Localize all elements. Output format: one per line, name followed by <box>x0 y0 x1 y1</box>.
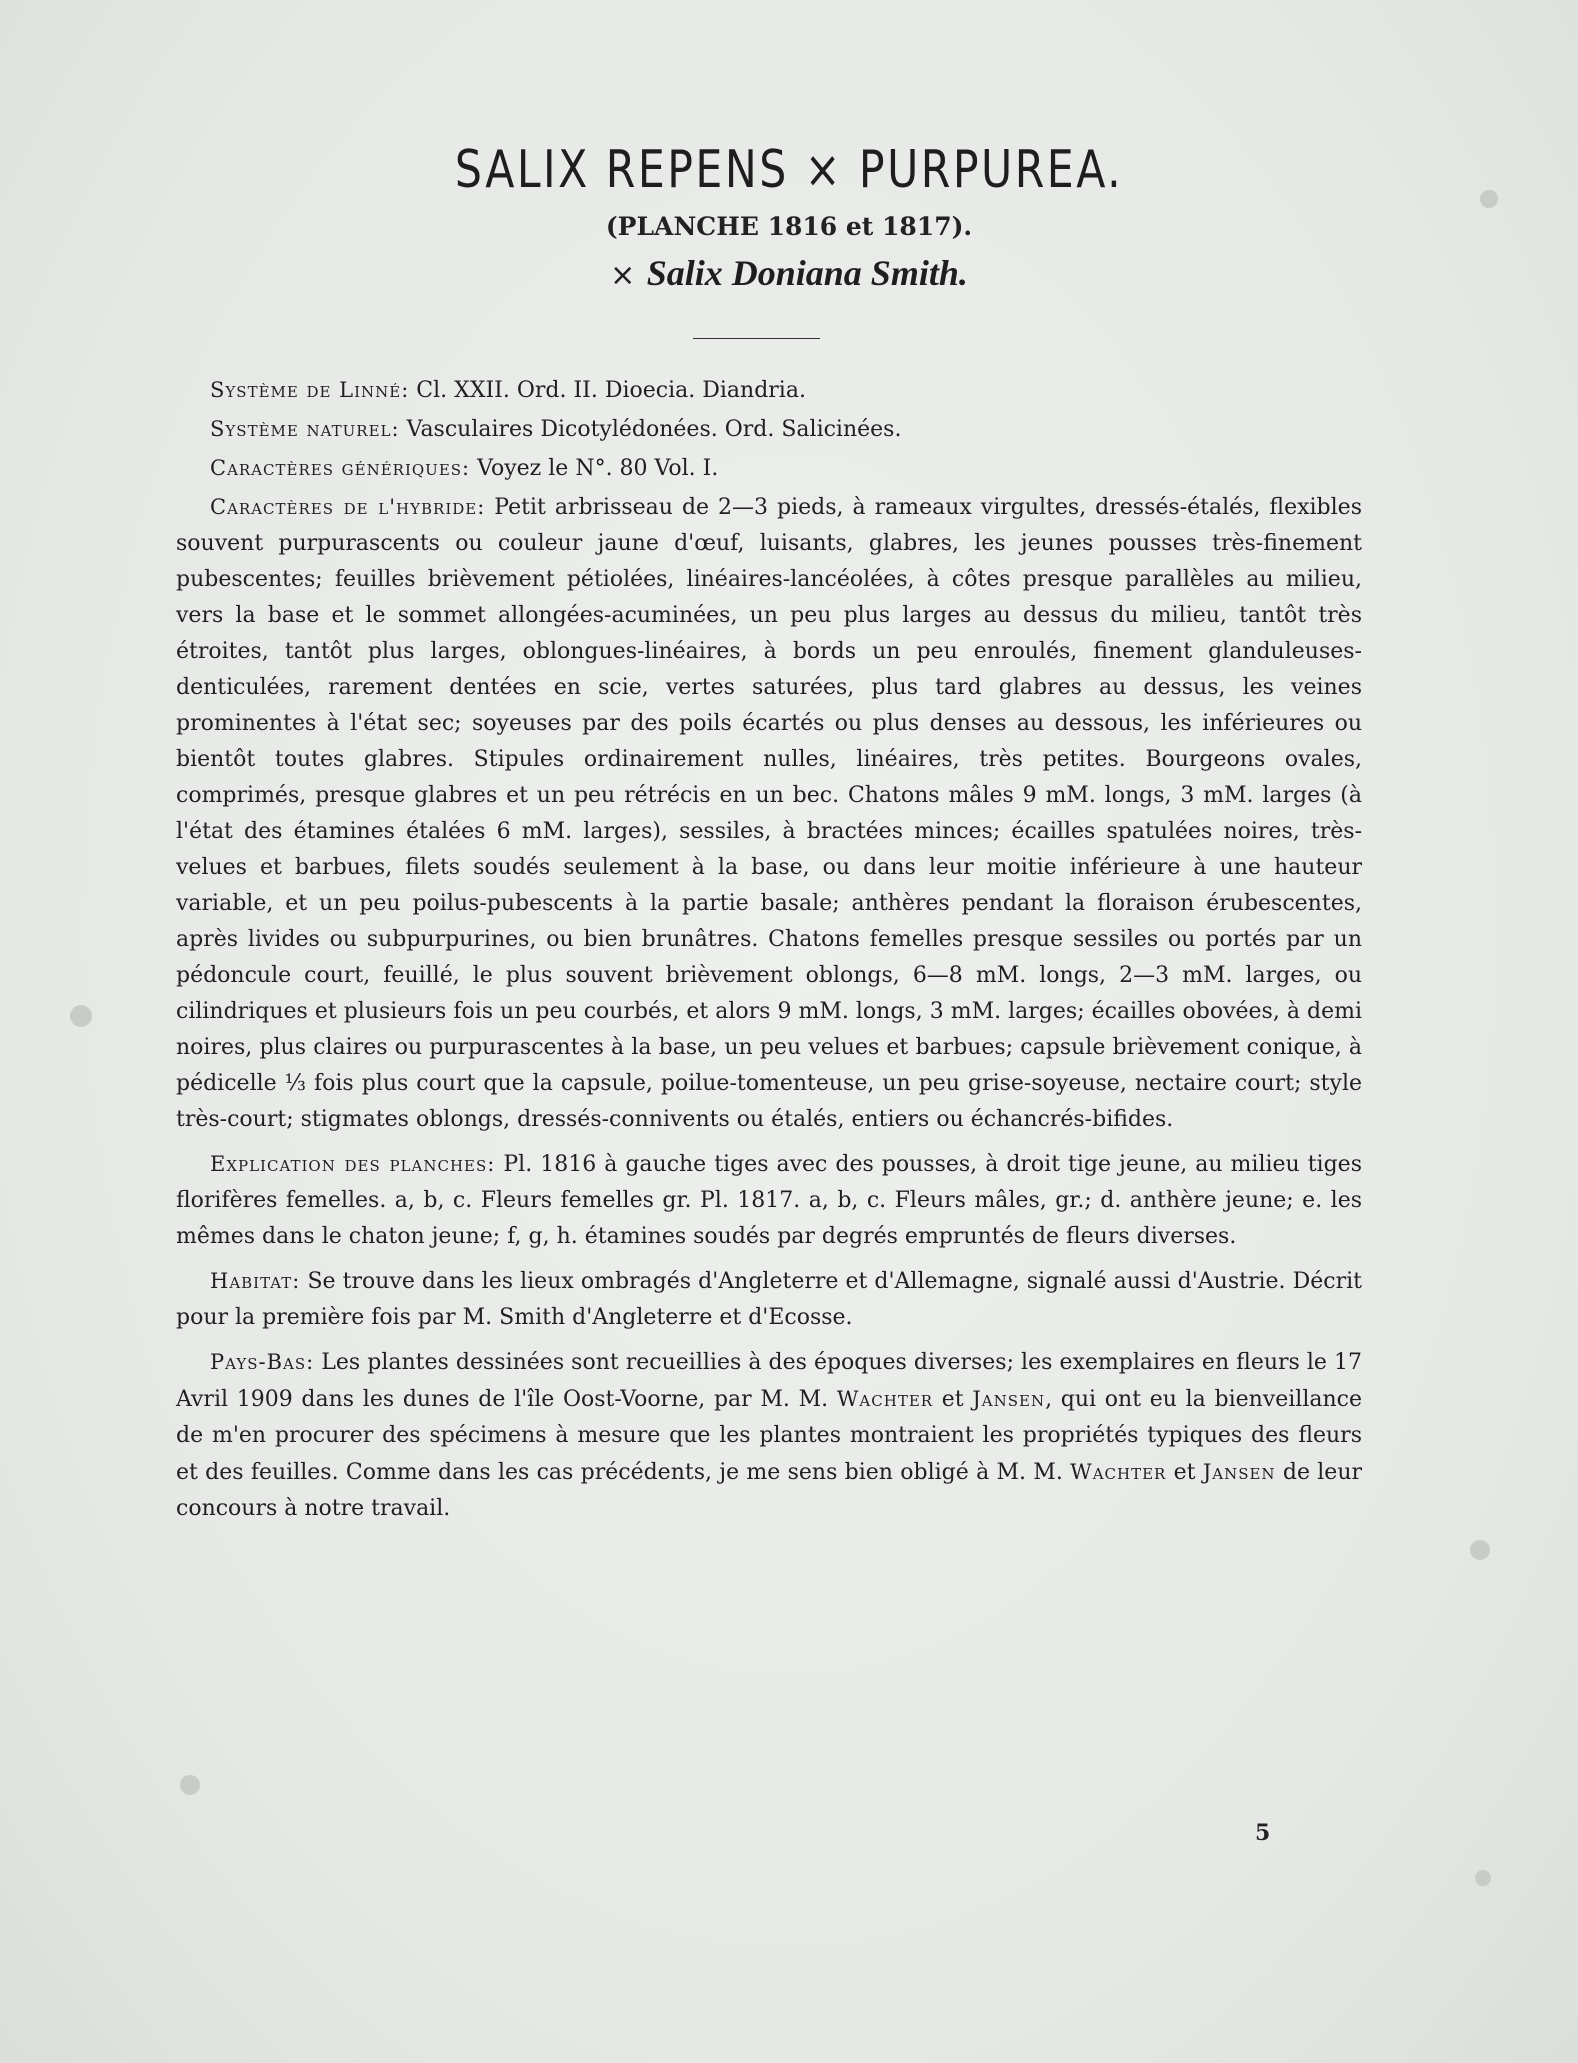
synonym-name: Salix Doniana Smith. <box>646 253 968 293</box>
section-text: Pl. 1816 à gauche tiges avec des pousses, à droit tige jeune, au milieu tiges florifères femelles. a, b, c. Fleurs femelles gr. Pl. 1817. a, b, c. Fleurs mâles, gr.; d. anthère jeune; e. les mêmes dans le chaton jeune; f, g, h. étamines soudés par degrés empruntés de fleurs diverses. <box>176 1152 1362 1249</box>
section-generiques <box>176 450 1362 487</box>
section-text: , qui ont eu la bienveillance de m'en procurer des spécimens à mesure que les plantes montraient les propriétés typiques des fleurs et des feuilles. Comme dans les cas précédents, je me sens bien obligé à M. M. <box>176 1387 1362 1485</box>
paper-speck <box>1470 1540 1490 1560</box>
person-name: Wachter <box>1070 1460 1167 1484</box>
person-name: Wachter <box>836 1387 934 1411</box>
section-label: Explication des planches: <box>210 1152 496 1176</box>
page-number: 5 <box>1255 1820 1271 1846</box>
section-text: Les plantes dessinées sont recueillies à des époques diverses; les exemplaires en fleurs le 17 Avril 1909 dans les dunes de l'île Oost-Voorne, par M. M. <box>176 1350 1362 1412</box>
section-linne <box>176 372 1362 409</box>
section-text: Petit arbrisseau de 2—3 pieds, à rameaux virgultes, dressés-étalés, flexibles souvent purpurascents ou couleur jaune d'œuf, luisants, glabres, les jeunes pousses très-finement pubescentes; feuilles brièvement pétiolées, linéaires-lancéolées, à côtes presque parallèles au milieu, vers la base et le sommet allongées-acuminées, un peu plus larges au dessus du milieu, tantôt très étroites, tantôt plus larges, oblongues-linéaires, à bords un peu enroulés, finement glanduleuses-denticulées, rarement dentées en scie, vertes saturées, plus tard glabres au dessus, les veines prominentes à l'état sec; soyeuses par des poils écartés ou plus denses au dessous, les inférieures ou bientôt toutes glabres. Stipules ordinairement nulles, linéaires, très petites. Bourgeons ovales, comprimés, presque glabres et un peu rétrécis en un bec. Chatons mâles 9 mM. longs, 3 mM. larges (à l'état des étamines étalées 6 mM. larges), sessiles, à bractées minces; écailles spatulées noires, très-velues et barbues, filets soudés seulement à la base, ou dans leur moitie inférieure à une hauteur variable, et un peu poilus-pubescents à la partie basale; anthères pendant la floraison érubescentes, après livides ou subpurpurines, ou bien brunâtres. Chatons femelles presque sessiles ou portés par un pédoncule court, feuillé, le plus souvent brièvement oblongs, 6—8 mM. longs, 2—3 mM. larges, ou cilindriques et plusieurs fois un peu courbés, et alors 9 mM. longs, 3 mM. larges; écailles obovées, à demi noires, plus claires ou purpurascentes à la base, un peu velues et barbues; capsule brièvement conique, à pédicelle ⅓ fois plus court que la capsule, poilue-tomenteuse, un peu grise-soyeuse, nectaire court; style très-court; stigmates oblongs, dressés-connivents ou étalés, entiers ou échancrés-bifides. <box>176 495 1362 1132</box>
section-naturel <box>176 411 1362 448</box>
page-title: SALIX REPENS × PURPUREA. <box>454 140 1124 200</box>
section-text: de leur concours à notre travail. <box>176 1460 1363 1521</box>
section-hybride <box>176 489 1362 1138</box>
section-text: Vasculaires Dicotylédonées. Ord. Salicinées. <box>399 417 902 442</box>
description-body <box>176 372 1362 1527</box>
plates-reference: (PLANCHE 1816 et 1817). <box>605 212 973 241</box>
section-text: Se trouve dans les lieux ombragés d'Angleterre et d'Allemagne, signalé aussi d'Austrie. Décrit pour la première fois par M. Smith d'Angleterre et d'Ecosse. <box>176 1269 1362 1330</box>
section-explication <box>176 1146 1362 1255</box>
person-name: Jansen <box>972 1387 1046 1411</box>
section-paysbas <box>176 1344 1362 1527</box>
section-label: Habitat: <box>210 1269 301 1293</box>
section-habitat <box>176 1263 1362 1336</box>
person-name: Jansen <box>1202 1460 1276 1484</box>
section-text: et <box>933 1387 973 1412</box>
paper-speck <box>70 1005 92 1027</box>
section-text: Cl. XXII. Ord. II. Dioecia. Diandria. <box>409 378 806 403</box>
paper-speck <box>1480 190 1498 208</box>
paper-speck <box>1475 1870 1491 1886</box>
divider <box>693 338 820 339</box>
section-label: Pays-Bas: <box>210 1350 315 1374</box>
synonym-heading <box>0 252 1578 294</box>
section-label: Système de Linné: <box>210 378 410 402</box>
section-label: Système naturel: <box>210 417 400 441</box>
section-label: Caractères génériques: <box>210 456 471 480</box>
section-text: et <box>1166 1460 1203 1485</box>
paper-speck <box>180 1775 200 1795</box>
section-text: Voyez le N°. 80 Vol. I. <box>470 456 719 481</box>
section-label: Caractères de l'hybride: <box>210 495 486 519</box>
hybrid-symbol: × <box>610 258 636 293</box>
